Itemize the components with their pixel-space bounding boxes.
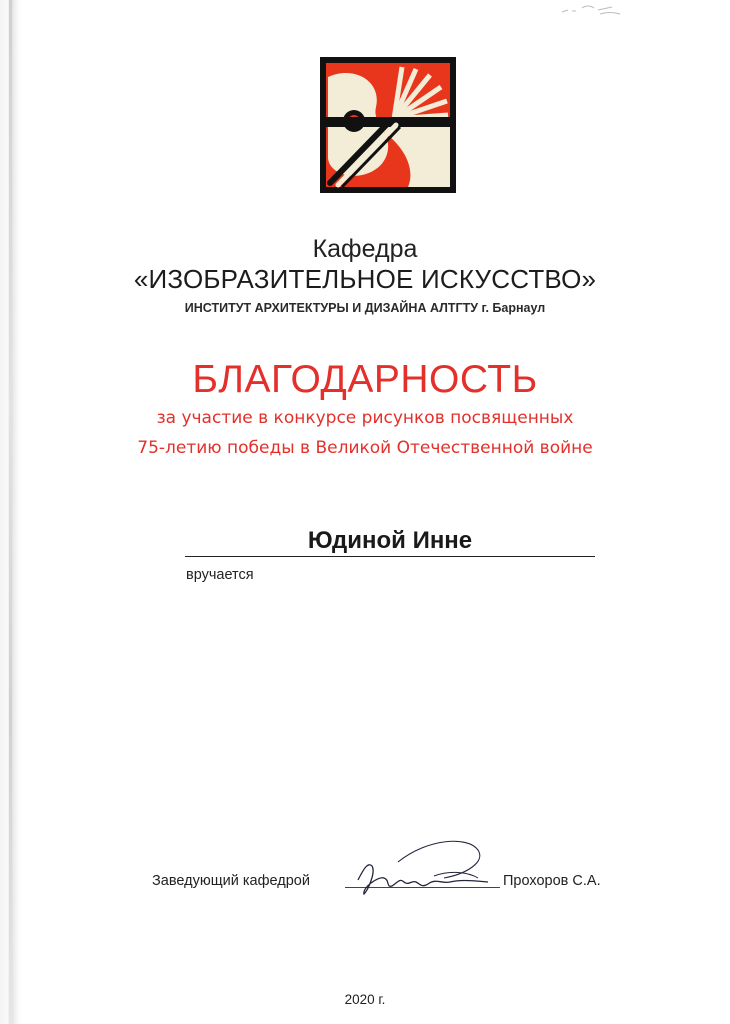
award-reason-line-1: за участие в конкурсе рисунков посвященных (156, 408, 574, 428)
department-logo-icon (320, 57, 456, 193)
award-reason-line-2: 75-летию победы в Великой Отечественной войне (137, 438, 593, 458)
signature-image (338, 832, 508, 907)
scan-marks (560, 2, 630, 20)
recipient-name: Юдиной Инне (307, 527, 473, 554)
head-of-department-name: Прохоров С.А. (503, 873, 601, 889)
award-title: БЛАГОДАРНОСТЬ (192, 358, 538, 401)
issue-year: 2020 г. (344, 992, 386, 1007)
institute-name: ИНСТИТУТ АРХИТЕКТУРЫ И ДИЗАЙНА АЛТГТУ г. Барнаул (184, 301, 546, 315)
presented-label: вручается (186, 567, 254, 583)
department-title: Кафедра (312, 235, 418, 263)
scan-edge (0, 0, 22, 1024)
recipient-underline (185, 556, 595, 557)
head-of-department-label: Заведующий кафедрой (152, 873, 310, 889)
department-name: «ИЗОБРАЗИТЕЛЬНОЕ ИСКУССТВО» (133, 264, 597, 294)
